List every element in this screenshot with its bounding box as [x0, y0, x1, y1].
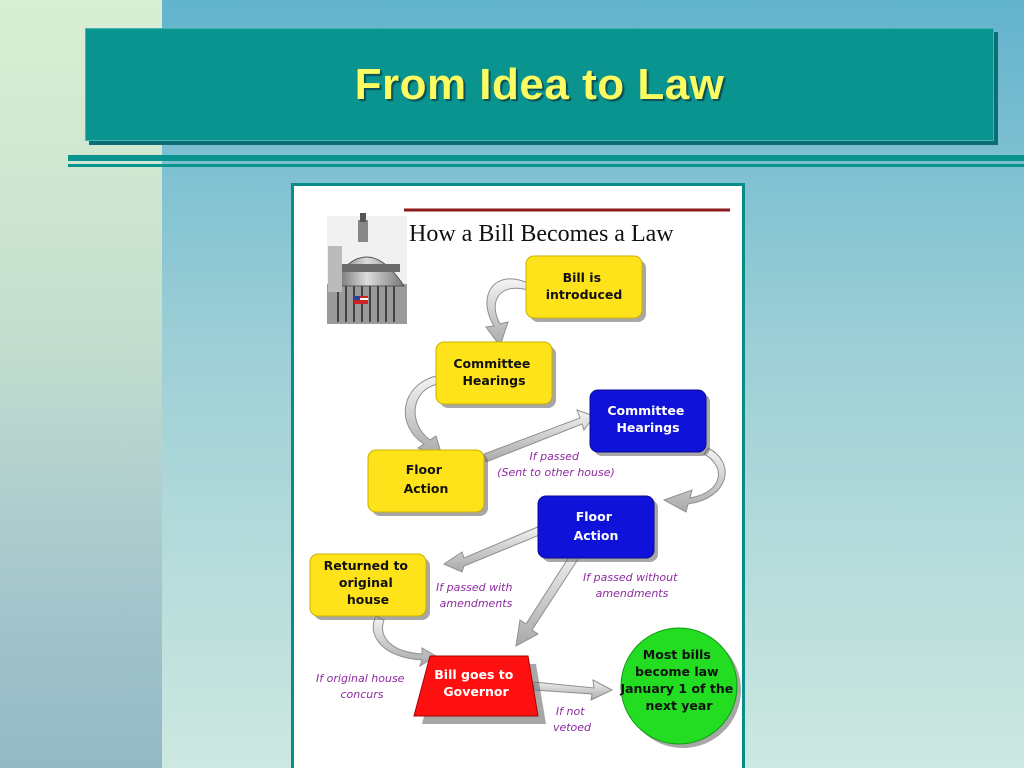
flowchart-diagram — [294, 186, 742, 768]
step-most-bills-become-law — [619, 628, 741, 748]
step-committee-hearings-other — [590, 390, 710, 456]
committee-2-line-1: Committee — [607, 403, 685, 418]
law-line-4: next year — [645, 698, 713, 713]
title-rule-thick — [68, 155, 1024, 161]
without-amendments-line-2: amendments — [595, 587, 669, 600]
law-line-2: become law — [635, 664, 719, 679]
not-vetoed-line-1: If not — [555, 705, 585, 718]
returned-line-1: Returned to — [323, 558, 409, 573]
floor-1-line-2: Action — [403, 481, 449, 496]
american-flag-icon — [354, 296, 368, 304]
condition-passed-with-amendments — [436, 581, 516, 610]
governor-line-1: Bill goes to — [434, 667, 514, 682]
with-amendments-line-1: If passed with — [436, 581, 513, 594]
floor-1-line-1: Floor — [405, 462, 442, 477]
committee-1-line-2: Hearings — [462, 373, 526, 388]
slide-title: From Idea to Law — [354, 59, 725, 109]
step-bill-goes-to-governor — [414, 656, 546, 724]
poster-heading: How a Bill Becomes a Law — [409, 221, 674, 247]
returned-line-2: original — [338, 575, 393, 590]
passed-line-1: If passed — [529, 450, 580, 463]
concurs-line-1: If original house — [316, 672, 405, 685]
passed-line-2: (Sent to other house) — [497, 466, 615, 479]
title-rule-thin — [68, 164, 1024, 167]
arrow-returned-to-governor — [373, 616, 436, 666]
step-returned-to-original-house — [310, 554, 430, 620]
committee-1-line-1: Committee — [453, 356, 531, 371]
capitol-dome-icon — [327, 213, 407, 324]
committee-2-line-2: Hearings — [616, 420, 680, 435]
law-line-3: January 1 of the — [620, 681, 734, 696]
step-floor-action-origin — [368, 450, 488, 516]
introduced-line-1: Bill is — [562, 270, 602, 285]
floor-2-line-2: Action — [573, 528, 619, 543]
arrow-committee-to-floor-other — [664, 448, 725, 512]
with-amendments-line-2: amendments — [439, 597, 513, 610]
step-bill-introduced — [526, 256, 646, 322]
title-banner — [85, 28, 994, 141]
governor-line-2: Governor — [443, 684, 509, 699]
without-amendments-line-1: If passed without — [583, 571, 678, 584]
introduced-line-2: introduced — [545, 287, 623, 302]
floor-2-line-1: Floor — [575, 509, 612, 524]
returned-line-3: house — [346, 592, 390, 607]
not-vetoed-line-2: vetoed — [552, 721, 592, 734]
condition-if-not-vetoed — [553, 705, 592, 734]
bill-flowchart-poster — [291, 183, 745, 768]
condition-passed-without-amendments — [583, 571, 681, 600]
law-line-1: Most bills — [642, 647, 711, 662]
arrow-to-returned — [444, 526, 542, 572]
arrow-introduced-to-committee — [486, 279, 528, 346]
step-floor-action-other — [538, 496, 658, 562]
condition-original-house-concurs — [316, 672, 408, 701]
step-committee-hearings-origin — [436, 342, 556, 408]
concurs-line-2: concurs — [340, 688, 384, 701]
arrow-governor-to-law — [534, 680, 612, 700]
